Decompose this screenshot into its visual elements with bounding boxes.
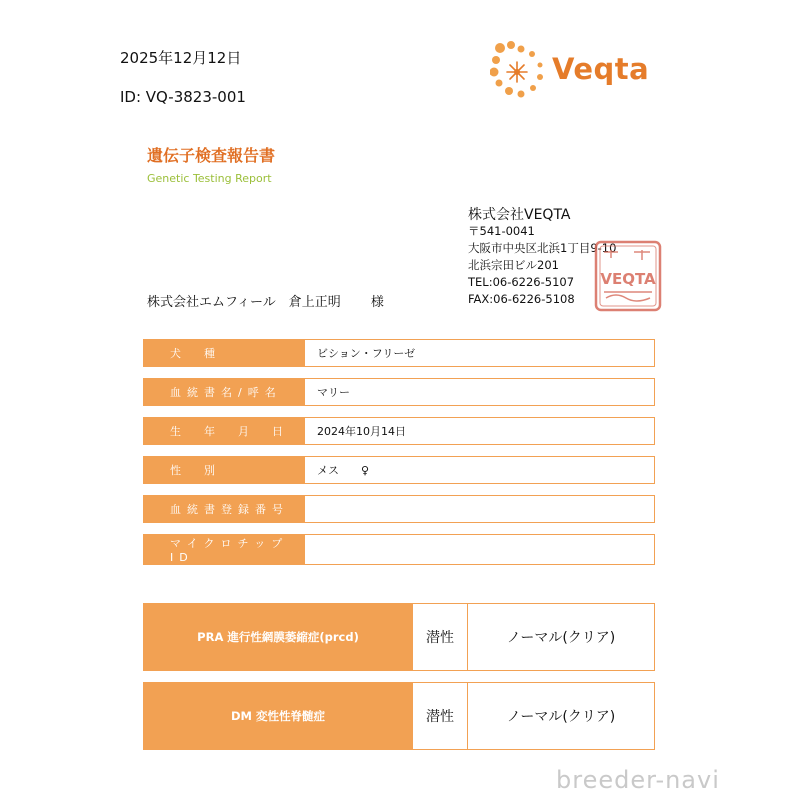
logo-wordmark: Veqta xyxy=(552,52,650,86)
info-row-birthdate xyxy=(143,417,655,445)
report-subtitle: Genetic Testing Report xyxy=(147,172,272,185)
info-row-breed xyxy=(143,339,655,367)
info-row-sex xyxy=(143,456,655,484)
info-label: 犬 種 xyxy=(170,347,221,360)
report-title: 遺伝子検査報告書 xyxy=(147,146,276,165)
info-value: マリー xyxy=(305,378,655,406)
issuer-company: 株式会社VEQTA xyxy=(468,207,571,223)
test-name: PRA 進行性網膜萎縮症(prcd) xyxy=(144,604,412,670)
inheritance-mode: 潜性 xyxy=(412,604,468,670)
info-value xyxy=(305,495,655,523)
info-label: 血統書名/呼名 xyxy=(170,386,282,399)
watermark: breeder-navi xyxy=(556,766,720,794)
test-result: ノーマル(クリア) xyxy=(506,709,616,725)
test-name: DM 変性性脊髄症 xyxy=(144,683,412,749)
result-row-pra xyxy=(143,603,655,671)
recipient xyxy=(147,291,384,310)
info-label: マイクロチップID xyxy=(170,537,289,564)
recipient-name: 株式会社エムフィール 倉上正明 xyxy=(147,295,341,310)
company-seal xyxy=(594,240,662,312)
info-label: 生 年 月 日 xyxy=(170,425,289,438)
report-date: 2025年12月12日 xyxy=(120,49,242,67)
info-row-pedigree-name xyxy=(143,378,655,406)
issuer-tel: TEL:06-6226-5107 xyxy=(468,275,575,289)
result-row-dm xyxy=(143,682,655,750)
test-result: ノーマル(クリア) xyxy=(506,630,616,646)
info-label: 血統書登録番号 xyxy=(170,503,289,516)
inheritance-mode: 潜性 xyxy=(412,683,468,749)
info-row-registration-number xyxy=(143,495,655,523)
dog-info-table xyxy=(143,328,655,576)
issuer-postal: 〒541-0041 xyxy=(468,224,535,238)
recipient-honorific: 様 xyxy=(370,295,384,310)
issuer-building: 北浜宗田ビル201 xyxy=(468,258,559,272)
issuer-address: 大阪市中央区北浜1丁目9-10 xyxy=(468,241,617,255)
seal-text: VEQTA xyxy=(600,270,656,288)
info-value: メス ♀ xyxy=(305,456,655,484)
info-value: ビション・フリーゼ xyxy=(305,339,655,367)
info-value xyxy=(305,534,655,565)
document-id: ID: VQ-3823-001 xyxy=(120,88,246,106)
issuer-fax: FAX:06-6226-5108 xyxy=(468,292,575,306)
info-row-microchip xyxy=(143,534,655,565)
info-label: 性 別 xyxy=(170,464,221,477)
sun-dots-icon xyxy=(490,40,552,102)
info-value: 2024年10月14日 xyxy=(305,417,655,445)
